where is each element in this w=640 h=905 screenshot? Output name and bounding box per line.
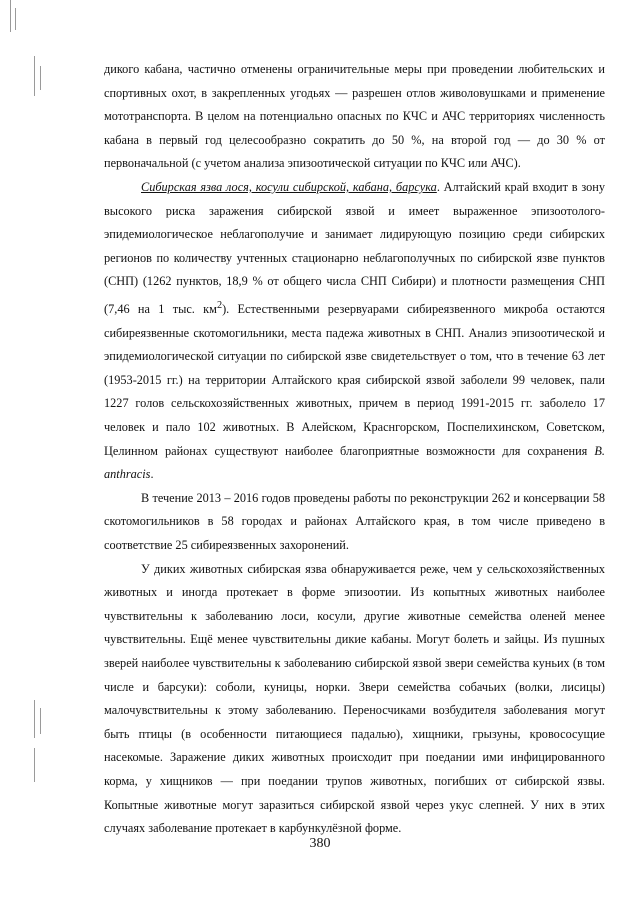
scan-mark bbox=[34, 56, 35, 96]
paragraph-wild-animals: У диких животных сибирская язва обнаруживается реже, чем у сельскохозяйственных животных и иногда протекает в форме эпизоотии. Из копытных животных наиболее чувствительны к заболеванию лоси, косули, другие животные семейства оленей менее чувствительны. Ещё менее чувствительны дикие кабаны. Могут болеть и зайцы. Из пушных зверей наиболее чувствительны к заболеванию сибирской язвой звери семейства куньих (в том числе и барсуки): соболи, куницы, норки. Звери семейства собачьих (волки, лисицы) малочувствительны к этому заболеванию. Переносчиками возбудителя заболевания могут быть птицы (в особенности питающиеся падалью), хищники, грызуны, кровососущие насекомые. Заражение диких животных происходит при поедании ими инфицированного корма, у хищников — при поедании трупов животных, погибших от сибирской язвы. Копытные животные могут заразиться сибирской язвой через укус слепней. У них в этих случаях заболевание протекает в карбункулёзной форме. bbox=[104, 561, 605, 836]
section-heading: Сибирская язва лося, косули сибирской, кабана, барсука bbox=[141, 179, 437, 194]
paragraph-anthrax bbox=[104, 176, 605, 487]
scan-mark bbox=[40, 66, 41, 90]
scan-mark bbox=[34, 700, 35, 738]
paragraph-text: . bbox=[150, 467, 154, 482]
scan-mark bbox=[40, 708, 41, 734]
paragraph-reconstruction: В течение 2013 – 2016 годов проведены работы по реконструкции 262 и консервации 58 скотомогильников в 58 городах и районах Алтайского края, в том числе приведено в соответствие 25 сибиреязвенных захоронений. bbox=[104, 490, 605, 552]
paragraph-continuation: дикого кабана, частично отменены ограничительные меры при проведении любительских и спортивных охот, в закрепленных угодьях — разрешен отлов живоловушками и применение мототранспорта. В целом на потенциально опасных по КЧС и АЧС территориях численность кабана в первый год целесообразно сократить до 50 %, на второй год — до 30 % от первоначальной (с учетом анализа эпизоотической ситуации по КЧС или АЧС). bbox=[104, 62, 605, 171]
paragraph-text: ). Естественными резервуарами сибиреязвенного микроба остаются сибиреязвенные скотомогильники, места падежа животных в СНП. Анализ эпизоотической и эпидемиологической ситуации по сибирской язве свидетельствует о том, что в течение 63 лет (1953-2015 гг.) на территории Алтайского края сибирской язвой заболели 99 человек, пали 1227 голов сельскохозяйственных животных, причем в период 1991-2015 гг. заболело 17 человек и пало 102 животных. В Алейском, Краснгорском, Поспелихинском, Советском, Целинном районах существуют наиболее благоприятные возможности для сохранения bbox=[104, 302, 605, 458]
page-number: 380 bbox=[309, 836, 331, 851]
scan-mark bbox=[15, 8, 16, 30]
scan-mark bbox=[34, 748, 35, 782]
superscript: 2 bbox=[216, 299, 223, 311]
species-name: B. anthracis bbox=[104, 443, 605, 482]
paragraph-text: . Алтайский край входит в зону высокого риска заражения сибирской язвой и имеет выраженное эпизоотолого-эпидемиологическое неблагополучие и занимает лидирующую позицию среди сибирских регионов по количеству учтенных стационарно неблагополучных по сибирской язве пунктов (СНП) (1262 пунктов, 18,9 % от общего числа СНП Сибири) и плотности размещения СНП (7,46 на 1 тыс. км bbox=[104, 179, 605, 317]
scan-mark bbox=[10, 0, 11, 32]
document-body bbox=[104, 58, 605, 841]
